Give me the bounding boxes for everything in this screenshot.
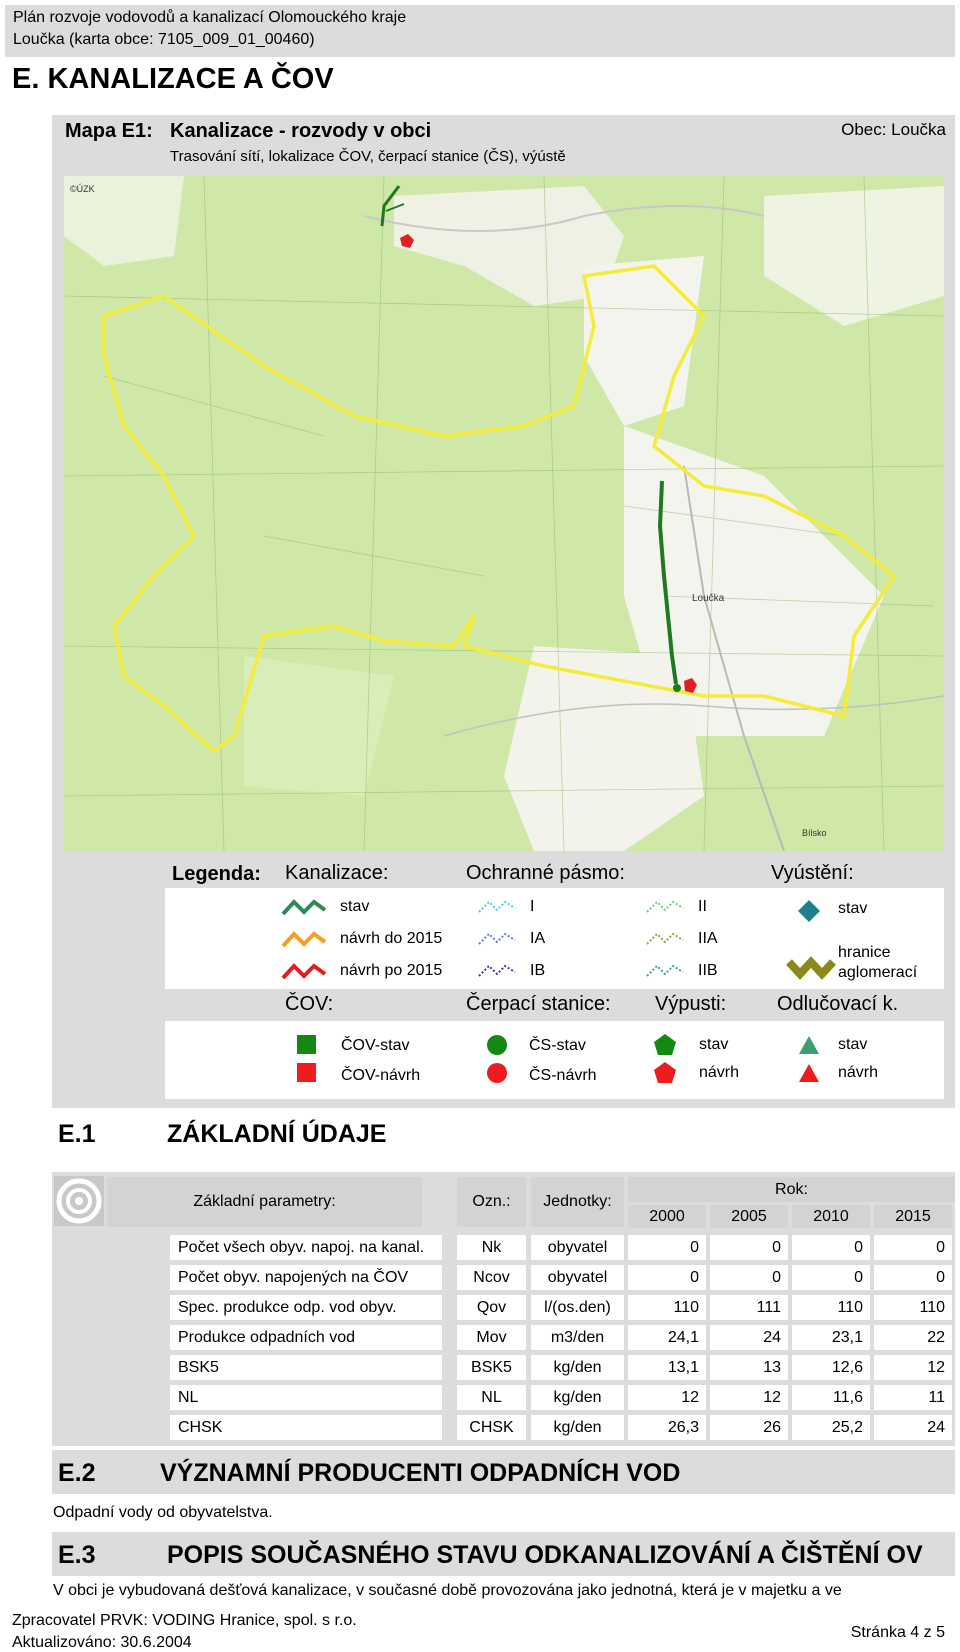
row-param: NL [170, 1385, 442, 1410]
legend-agglomeration-boundary-icon [786, 954, 836, 980]
legend-separator-proposal-label: návrh [838, 1064, 879, 1081]
row-val-2015: 12 [874, 1355, 952, 1380]
legend-pump-proposal-label: ČS-návrh [529, 1067, 597, 1084]
row-val-2005: 13 [710, 1355, 788, 1380]
row-val-2015: 22 [874, 1325, 952, 1350]
legend-outfall-proposal-label: návrh [699, 1064, 740, 1081]
legend-outfall-heading: Výpusti: [655, 993, 727, 1015]
col-header-year-2000: 2000 [628, 1205, 706, 1228]
e3-text: V obci je vybudovaná dešťová kanalizace, v současné době provozována jako jednotná, která je v majetku a ve [53, 1582, 842, 1599]
e3-number: E.3 [58, 1541, 96, 1569]
row-val-2005: 12 [710, 1385, 788, 1410]
legend-zone-ii-label: II [698, 898, 707, 915]
legend-zone-iib-label: IIB [698, 962, 718, 979]
row-unit: kg/den [531, 1355, 624, 1380]
row-val-2015: 0 [874, 1265, 952, 1290]
col-header-year-2010: 2010 [792, 1205, 870, 1228]
legend-sewer-stav-label: stav [340, 898, 370, 915]
row-val-2015: 0 [874, 1235, 952, 1260]
legend-pump-heading: Čerpací stanice: [466, 993, 611, 1015]
e1-number: E.1 [58, 1120, 96, 1148]
row-val-2015: 24 [874, 1415, 952, 1440]
row-unit: m3/den [531, 1325, 624, 1350]
legend-pump-stav-icon [487, 1035, 507, 1055]
row-ozn: Qov [457, 1295, 526, 1320]
col-header-unit: Jednotky: [531, 1177, 624, 1227]
map-place-bilsko: Bílsko [802, 828, 827, 838]
legend-ochranne-heading: Ochranné pásmo: [466, 862, 625, 884]
legend-zone-iia-icon [644, 928, 686, 948]
legend-cov-proposal-label: ČOV-návrh [341, 1067, 421, 1084]
e1-title: ZÁKLADNÍ ÚDAJE [167, 1120, 387, 1148]
col-header-ozn: Ozn.: [457, 1177, 526, 1227]
map-subtitle: Trasování sítí, lokalizace ČOV, čerpací stanice (ČS), výústě [170, 148, 566, 165]
legend-zone-iib-icon [644, 960, 686, 980]
row-val-2000: 13,1 [628, 1355, 706, 1380]
row-ozn: NL [457, 1385, 526, 1410]
e2-title: VÝZNAMNÍ PRODUCENTI ODPADNÍCH VOD [160, 1459, 681, 1487]
legend-sewer-2015-label: návrh do 2015 [340, 930, 443, 947]
row-val-2010: 12,6 [792, 1355, 870, 1380]
legend-separator-stav-label: stav [838, 1036, 868, 1053]
row-ozn: Ncov [457, 1265, 526, 1290]
table-target-icon [54, 1176, 104, 1226]
row-val-2000: 110 [628, 1295, 706, 1320]
legend-separator-proposal-icon [798, 1063, 820, 1083]
legend-pump-stav-label: ČS-stav [529, 1037, 586, 1054]
legend-sewer-after-label: návrh po 2015 [340, 962, 443, 979]
row-unit: l/(os.den) [531, 1295, 624, 1320]
map-label: Mapa E1: [65, 120, 153, 142]
row-val-2005: 111 [710, 1295, 788, 1320]
row-val-2000: 26,3 [628, 1415, 706, 1440]
row-val-2000: 0 [628, 1235, 706, 1260]
legend-cov-proposal-icon [297, 1063, 316, 1082]
footer-processor: Zpracovatel PRVK: VODING Hranice, spol. s r.o. [12, 1612, 357, 1629]
legend-zone-ii-icon [644, 896, 686, 916]
row-ozn: Nk [457, 1235, 526, 1260]
row-param: Spec. produkce odp. vod obyv. [170, 1295, 442, 1320]
row-unit: obyvatel [531, 1235, 624, 1260]
legend-outlet-stav-icon [797, 899, 821, 923]
legend-separator-heading: Odlučovací k. [777, 993, 899, 1015]
row-ozn: Mov [457, 1325, 526, 1350]
header-plan-title: Plán rozvoje vodovodů a kanalizací Olomouckého kraje [13, 9, 407, 26]
legend-zone-ib-label: IB [530, 962, 546, 979]
map-municipality: Obec: Loučka [841, 120, 946, 139]
row-param: Počet obyv. napojených na ČOV [170, 1265, 442, 1290]
e2-number: E.2 [58, 1459, 96, 1487]
col-header-param: Základní parametry: [107, 1177, 422, 1227]
col-header-year: Rok: [628, 1177, 955, 1202]
map-place-loucka: Loučka [692, 593, 725, 604]
row-ozn: BSK5 [457, 1355, 526, 1380]
legend-zone-ia-icon [476, 928, 518, 948]
legend-sewer-proposal2015-icon [280, 928, 328, 950]
row-val-2000: 24,1 [628, 1325, 706, 1350]
legend-cov-heading: ČOV: [285, 993, 334, 1015]
legend-cov-stav-icon [297, 1035, 316, 1054]
legend-zone-ib-icon [476, 960, 518, 980]
e2-text: Odpadní vody od obyvatelstva. [53, 1504, 273, 1521]
legend-zone-iia-label: IIA [698, 930, 718, 947]
legend-agglomeration-label: hranice aglomerací [838, 944, 918, 981]
row-val-2000: 0 [628, 1265, 706, 1290]
legend-cov-stav-label: ČOV-stav [341, 1037, 410, 1054]
col-header-year-2015: 2015 [874, 1205, 952, 1228]
row-val-2010: 23,1 [792, 1325, 870, 1350]
row-val-2005: 0 [710, 1265, 788, 1290]
col-header-year-2005: 2005 [710, 1205, 788, 1228]
footer-updated: Aktualizováno: 30.6.2004 [12, 1634, 192, 1651]
legend-sewer-stav-icon [280, 896, 328, 918]
legend-kanalizace-heading: Kanalizace: [285, 862, 389, 884]
legend-zone-i-icon [476, 896, 518, 916]
legend-zone-ia-label: IA [530, 930, 546, 947]
row-ozn: CHSK [457, 1415, 526, 1440]
header-municipality: Loučka (karta obce: 7105_009_01_00460) [13, 31, 315, 48]
row-val-2005: 26 [710, 1415, 788, 1440]
row-val-2015: 11 [874, 1385, 952, 1410]
row-val-2005: 24 [710, 1325, 788, 1350]
legend-vyusteni-heading: Vyústění: [771, 862, 854, 884]
row-val-2010: 110 [792, 1295, 870, 1320]
legend-points-box [165, 1021, 944, 1099]
row-val-2000: 12 [628, 1385, 706, 1410]
legend-zone-i-label: I [530, 898, 535, 915]
legend-outlet-stav-label: stav [838, 900, 868, 917]
row-param: BSK5 [170, 1355, 442, 1380]
legend-outfall-stav-label: stav [699, 1036, 729, 1053]
row-param: CHSK [170, 1415, 442, 1440]
map-title: Kanalizace - rozvody v obci [170, 120, 432, 142]
row-val-2010: 11,6 [792, 1385, 870, 1410]
map-grid-label: ©ÚZK [70, 184, 95, 194]
row-unit: kg/den [531, 1415, 624, 1440]
legend-pump-proposal-icon [487, 1063, 507, 1083]
section-title: E. KANALIZACE A ČOV [12, 63, 334, 95]
row-val-2010: 0 [792, 1235, 870, 1260]
legend-separator-stav-icon [798, 1035, 820, 1055]
legend-sewer-proposal-after-icon [280, 960, 328, 982]
e3-title: POPIS SOUČASNÉHO STAVU ODKANALIZOVÁNÍ A ČIŠTĚNÍ OV [167, 1541, 923, 1569]
row-val-2015: 110 [874, 1295, 952, 1320]
row-param: Počet všech obyv. napoj. na kanal. [170, 1235, 442, 1260]
row-val-2010: 25,2 [792, 1415, 870, 1440]
legend-outfall-proposal-icon [653, 1061, 677, 1085]
footer-page-number: Stránka 4 z 5 [850, 1624, 945, 1641]
topographic-map [64, 176, 944, 851]
row-val-2010: 0 [792, 1265, 870, 1290]
row-unit: obyvatel [531, 1265, 624, 1290]
legend-title: Legenda: [172, 863, 261, 885]
row-param: Produkce odpadních vod [170, 1325, 442, 1350]
row-unit: kg/den [531, 1385, 624, 1410]
row-val-2005: 0 [710, 1235, 788, 1260]
legend-outfall-stav-icon [653, 1033, 677, 1057]
